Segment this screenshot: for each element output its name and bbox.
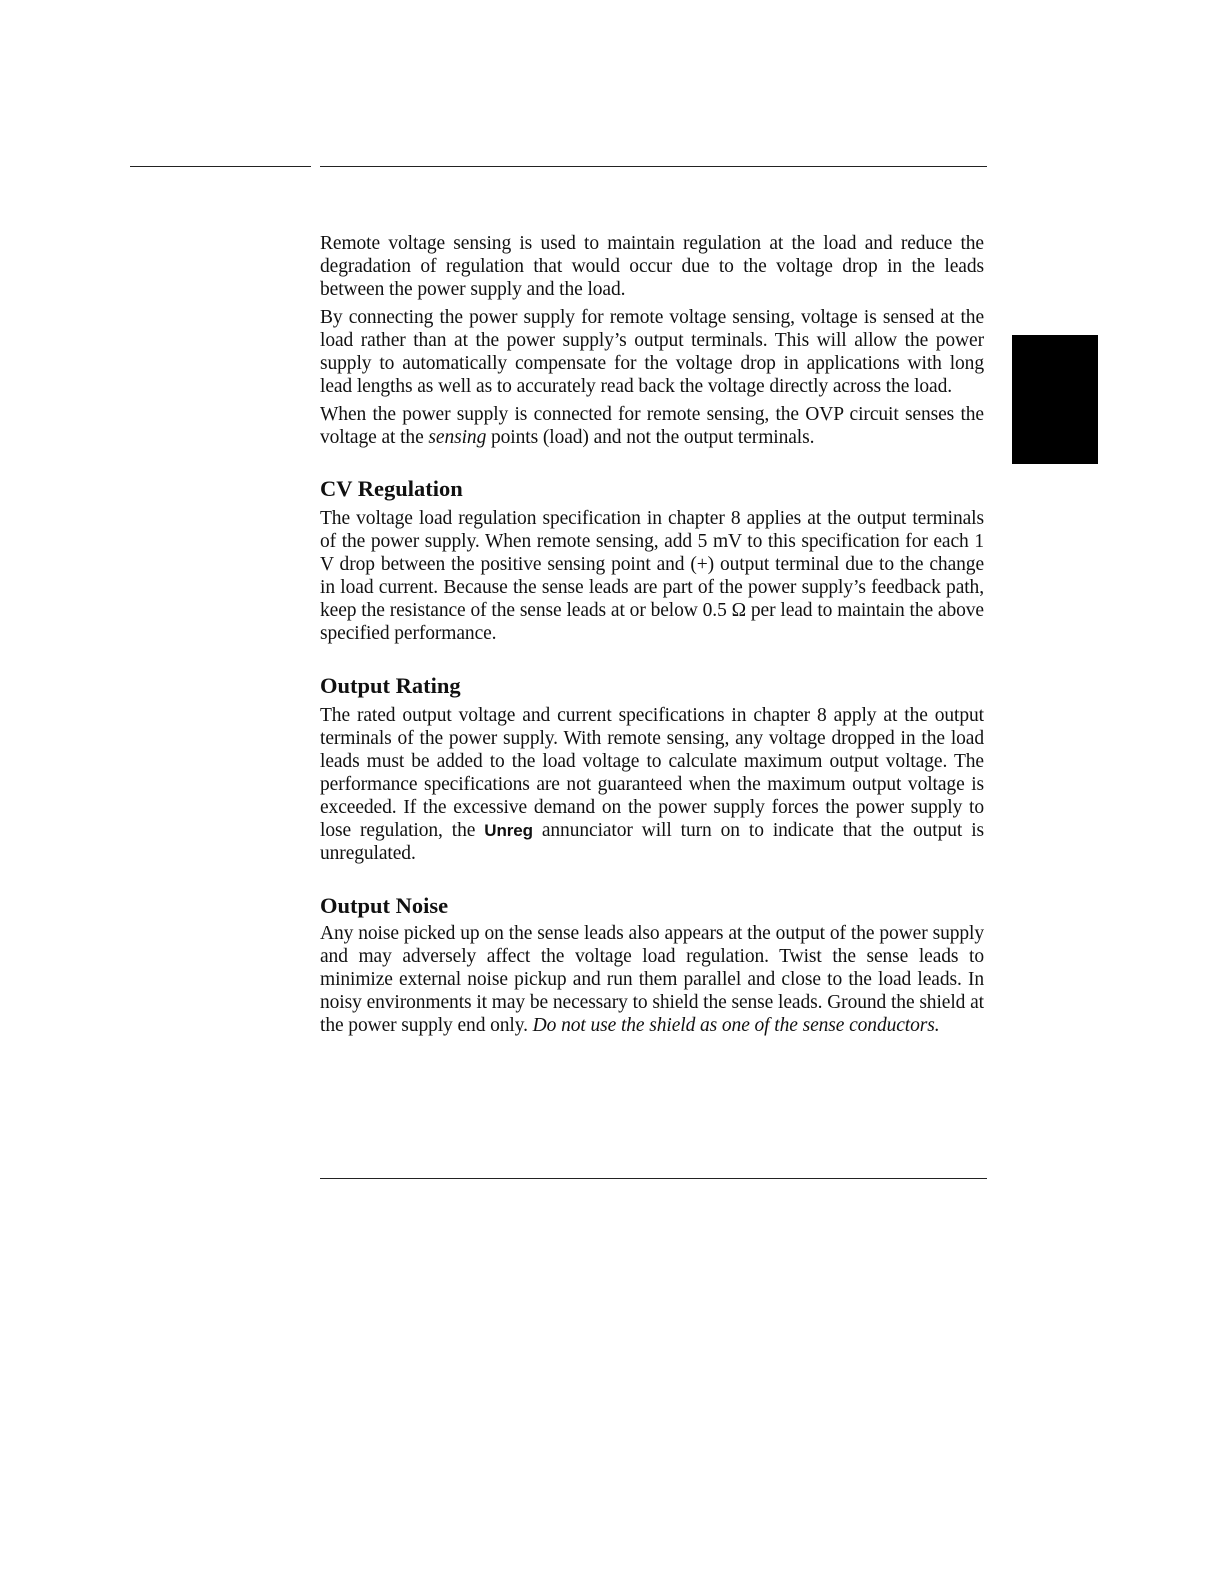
intro-paragraph-2: By connecting the power supply for remote voltage sensing, voltage is sensed at the load rather than at the power supply’s output terminals. This will allow the power supply to automatically compensate for the voltage drop in applications with long lead lengths as well as to accurately read back the voltage directly across the load.: [320, 307, 984, 397]
output-rating-text-after: annunciator will turn on to indicate that the output is unregulated.: [320, 820, 984, 864]
section-heading-output-noise: Output Noise: [320, 893, 449, 918]
footer-rule: [320, 1178, 987, 1179]
chapter-thumb-tab: [1012, 335, 1098, 464]
intro-paragraph-3: [320, 403, 984, 449]
page-content: [320, 232, 984, 1037]
output-rating-text-before: The rated output voltage and current specifications in chapter 8 apply at the output terminals of the power supply. With remote sensing, any voltage dropped in the load leads must be added to the load voltage to calculate maximum output voltage. The performance specifications are not guaranteed when the maximum output voltage is exceeded. If the excessive demand on the power supply forces the power supply to lose regulation, the: [320, 705, 984, 841]
intro-p3-text-before: When the power supply is connected for remote sensing, the OVP circuit senses the voltage at the: [320, 404, 984, 448]
section-heading-output-rating: Output Rating: [320, 673, 461, 698]
output-noise-emphasis: Do not use the shield as one of the sense conductors.: [532, 1015, 940, 1036]
header-rule-left: [130, 166, 311, 167]
cv-regulation-paragraph: The voltage load regulation specification in chapter 8 applies at the output terminals of the power supply. When remote sensing, add 5 mV to this specification for each 1 V drop between the positive sensing point and (+) output terminal due to the change in load current. Because the sense leads are part of the power supply’s feedback path, keep the resistance of the sense leads at or below 0.5 Ω per lead to maintain the above specified performance.: [320, 508, 984, 644]
intro-p3-emphasis: sensing: [428, 427, 487, 448]
header-rule-right: [320, 166, 987, 167]
output-noise-paragraph: [320, 922, 984, 1037]
output-noise-text: Any noise picked up on the sense leads also appears at the output of the power supply and may adversely affect the voltage load regulation. Twist the sense leads to minimize external noise pickup and run them parallel and close to the load leads. In noisy environments it may be necessary to shield the sense leads. Ground the shield at the power supply end only.: [320, 923, 984, 1036]
output-rating-paragraph: [320, 704, 984, 865]
intro-paragraph-1: Remote voltage sensing is used to maintain regulation at the load and reduce the degradation of regulation that would occur due to the voltage drop in the leads between the power supply and the load.: [320, 233, 984, 300]
unreg-annunciator-label: Unreg: [484, 821, 533, 840]
section-heading-cv-regulation: CV Regulation: [320, 476, 463, 501]
intro-p3-text-after: points (load) and not the output terminals.: [486, 427, 815, 448]
